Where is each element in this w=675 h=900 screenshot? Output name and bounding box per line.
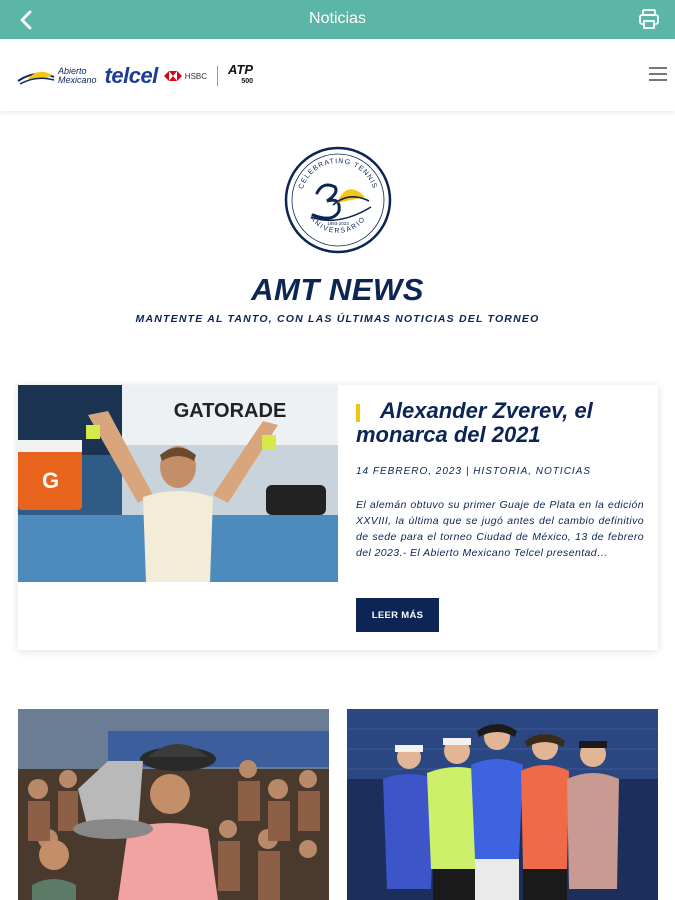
read-more-button[interactable]: LEER MÁS bbox=[356, 598, 439, 632]
page-subtitle: MANTENTE AL TANTO, CON LAS ÚLTIMAS NOTICIAS DEL TORNEO bbox=[135, 313, 540, 325]
page-title: AMT NEWS bbox=[251, 272, 424, 307]
printer-icon[interactable] bbox=[637, 7, 661, 31]
atp-500-logo bbox=[228, 64, 253, 88]
logo-divider bbox=[217, 66, 218, 86]
featured-article-body bbox=[356, 399, 644, 561]
featured-article-excerpt: El alemán obtuvo su primer Guaje de Plata en la edición XXVIII, la última que se jugó antes del cambio definitivo de sede para el torneo Ciudad de México, 13 de febrero del 2023.- El Abierto Mexicano Telcel presentad… bbox=[356, 499, 644, 559]
site-header bbox=[0, 39, 675, 111]
app-bar bbox=[0, 0, 675, 39]
emblem-bottom-text: ANIVERSARIO bbox=[308, 215, 368, 235]
sponsor-logos[interactable] bbox=[16, 61, 253, 91]
atp-text: ATP bbox=[228, 62, 254, 77]
hamburger-menu-icon[interactable] bbox=[649, 67, 667, 81]
hsbc-logo bbox=[164, 71, 207, 81]
hsbc-text: HSBC bbox=[184, 71, 208, 81]
featured-news-card[interactable] bbox=[18, 385, 658, 650]
article-thumbnail-trophy[interactable] bbox=[18, 709, 329, 900]
featured-article-title-text[interactable]: Alexander Zverev, el monarca del 2021 bbox=[356, 398, 593, 447]
app-bar-title: Noticias bbox=[309, 10, 366, 27]
featured-article-photo[interactable] bbox=[18, 385, 338, 582]
logo-abierto-text: Abierto bbox=[58, 66, 87, 76]
title-accent-bar bbox=[356, 404, 360, 422]
anniversary-emblem bbox=[283, 145, 393, 255]
telcel-logo: telcel bbox=[104, 63, 158, 88]
logo-mexicano-text: Mexicano bbox=[58, 75, 97, 85]
gatorade-banner-text: GATORADE bbox=[173, 400, 287, 422]
featured-article-meta: 14 FEBRERO, 2023 | HISTORIA, NOTICIAS bbox=[356, 466, 592, 477]
featured-article-title[interactable] bbox=[356, 399, 644, 447]
emblem-years-text: 1993-2023 bbox=[327, 221, 349, 226]
abierto-mexicano-logo bbox=[16, 65, 97, 87]
svg-text:G: G bbox=[42, 468, 60, 493]
hsbc-hexagon-icon bbox=[164, 71, 182, 81]
emblem-top-text: CELEBRATING TENNIS bbox=[297, 157, 379, 191]
sun-logo-icon bbox=[16, 65, 56, 87]
article-thumbnail-players[interactable] bbox=[347, 709, 658, 900]
atp-tier-text: 500 bbox=[241, 78, 254, 85]
